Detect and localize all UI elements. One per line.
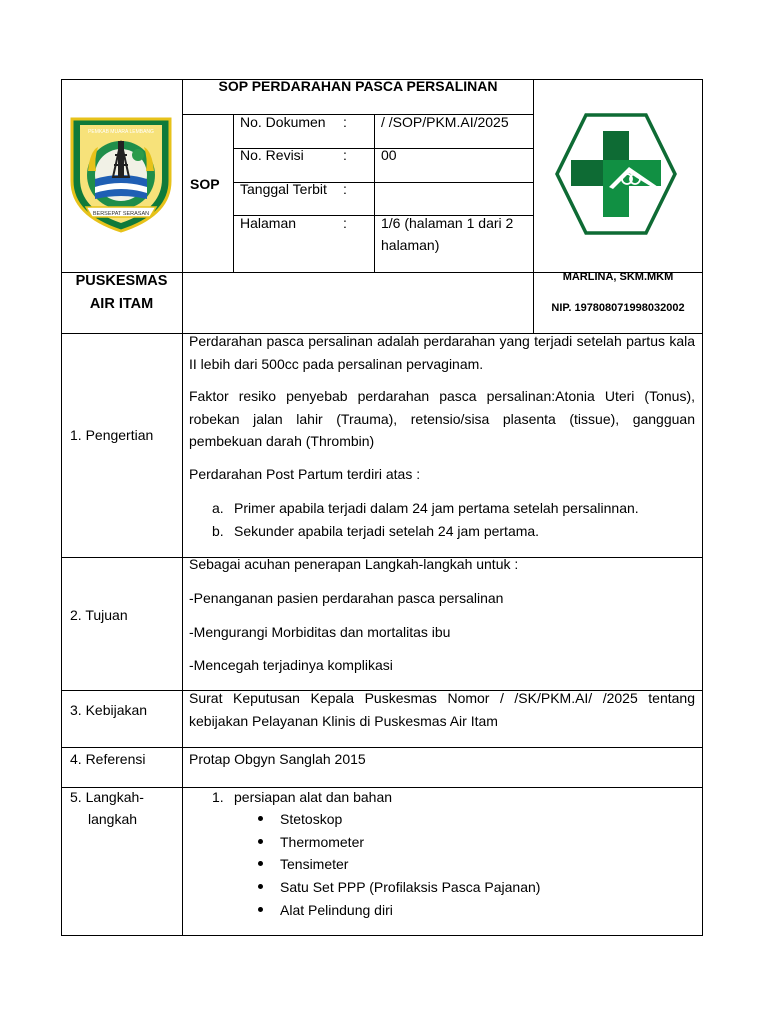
kebijakan-line: Surat Keputusan Kepala Puskesmas Nomor / /SK/PKM.AI/ /2025 tentang <box>189 690 695 706</box>
field-colon: : <box>343 114 347 130</box>
list-item: Thermometer <box>280 834 365 850</box>
health-cross-icon <box>551 109 681 239</box>
pengertian-paragraph-3: Perdarahan Post Partum terdiri atas : <box>189 466 421 482</box>
field-value-no-dokumen: / /SOP/PKM.AI/2025 <box>381 114 509 130</box>
bullet-icon <box>258 861 263 866</box>
list-item: Primer apabila terjadi dalam 24 jam pertama setelah persalinnan. <box>234 500 639 516</box>
regency-emblem-icon <box>66 111 176 237</box>
section-label-kebijakan: 3. Kebijakan <box>70 702 148 718</box>
field-colon: : <box>343 181 347 197</box>
list-item: Stetoskop <box>280 811 343 827</box>
kebijakan-line: kebijakan Pelayanan Klinis di Puskesmas Air Itam <box>189 713 498 729</box>
bullet-icon <box>258 816 263 821</box>
field-label-no-revisi: No. Revisi <box>240 147 304 163</box>
document-title: SOP PERDARAHAN PASCA PERSALINAN <box>218 78 498 94</box>
tujuan-line: -Penanganan pasien perdarahan pasca persalinan <box>189 590 504 606</box>
tujuan-line: -Mengurangi Morbiditas dan mortalitas ibu <box>189 624 451 640</box>
pengertian-paragraph-2: Faktor resiko penyebab perdarahan pasca persalinan:Atonia Uteri (Tonus), robekan jalan lahir (Trauma), retensio/sisa plasenta (tissue), gangguan pembekuan darah (Thrombin) <box>189 388 695 449</box>
field-value-halaman: 1/6 (halaman 1 dari 2 <box>381 215 514 231</box>
field-colon: : <box>343 147 347 163</box>
sop-label: SOP <box>190 176 220 192</box>
list-item: Tensimeter <box>280 856 349 872</box>
bullet-icon <box>258 884 263 889</box>
left-logo <box>66 111 176 237</box>
svg-text:BERSEPAT SERASAN: BERSEPAT SERASAN <box>92 211 150 217</box>
list-item-marker: b. <box>212 523 224 539</box>
section-label-langkah-cont: langkah <box>88 811 138 827</box>
field-colon: : <box>343 215 347 231</box>
bullet-icon <box>258 839 263 844</box>
list-item: Sekunder apabila terjadi setelah 24 jam pertama. <box>234 523 540 539</box>
field-label-halaman: Halaman <box>240 215 297 231</box>
list-item: Alat Pelindung diri <box>280 902 393 918</box>
section-label-pengertian: 1. Pengertian <box>70 427 154 443</box>
list-item-marker: a. <box>212 500 224 516</box>
field-value-halaman-cont: halaman) <box>381 237 440 253</box>
section-label-tujuan: 2. Tujuan <box>70 607 128 623</box>
referensi-text: Protap Obgyn Sanglah 2015 <box>189 751 366 767</box>
signer-nip: NIP. 197808071998032002 <box>551 302 685 314</box>
section-label-langkah: 5. Langkah- <box>70 789 144 805</box>
field-label-no-dokumen: No. Dokumen <box>240 114 326 130</box>
institution-name-line2: AIR ITAM <box>89 296 154 312</box>
field-label-tanggal-terbit: Tanggal Terbit <box>240 181 327 197</box>
bullet-icon <box>258 907 263 912</box>
tujuan-line: -Mencegah terjadinya komplikasi <box>189 657 393 673</box>
svg-text:PEMKAB MUARA LEMBANG: PEMKAB MUARA LEMBANG <box>88 129 154 135</box>
field-value-no-revisi: 00 <box>381 147 397 163</box>
step-text: persiapan alat dan bahan <box>234 789 393 805</box>
tujuan-line: Sebagai acuhan penerapan Langkah-langkah untuk : <box>189 556 519 572</box>
pengertian-paragraph-1: Perdarahan pasca persalinan adalah perdarahan yang terjadi setelah partus kala II lebih dari 500cc pada persalinan pervaginam. <box>189 333 695 372</box>
section-label-referensi: 4. Referensi <box>70 751 146 767</box>
right-logo <box>551 109 681 239</box>
list-item: Satu Set PPP (Profilaksis Pasca Pajanan) <box>280 879 541 895</box>
institution-name: PUSKESMAS <box>75 273 168 289</box>
signer-name: MARLINA, SKM.MKM <box>562 271 674 283</box>
step-marker: 1. <box>212 789 224 805</box>
